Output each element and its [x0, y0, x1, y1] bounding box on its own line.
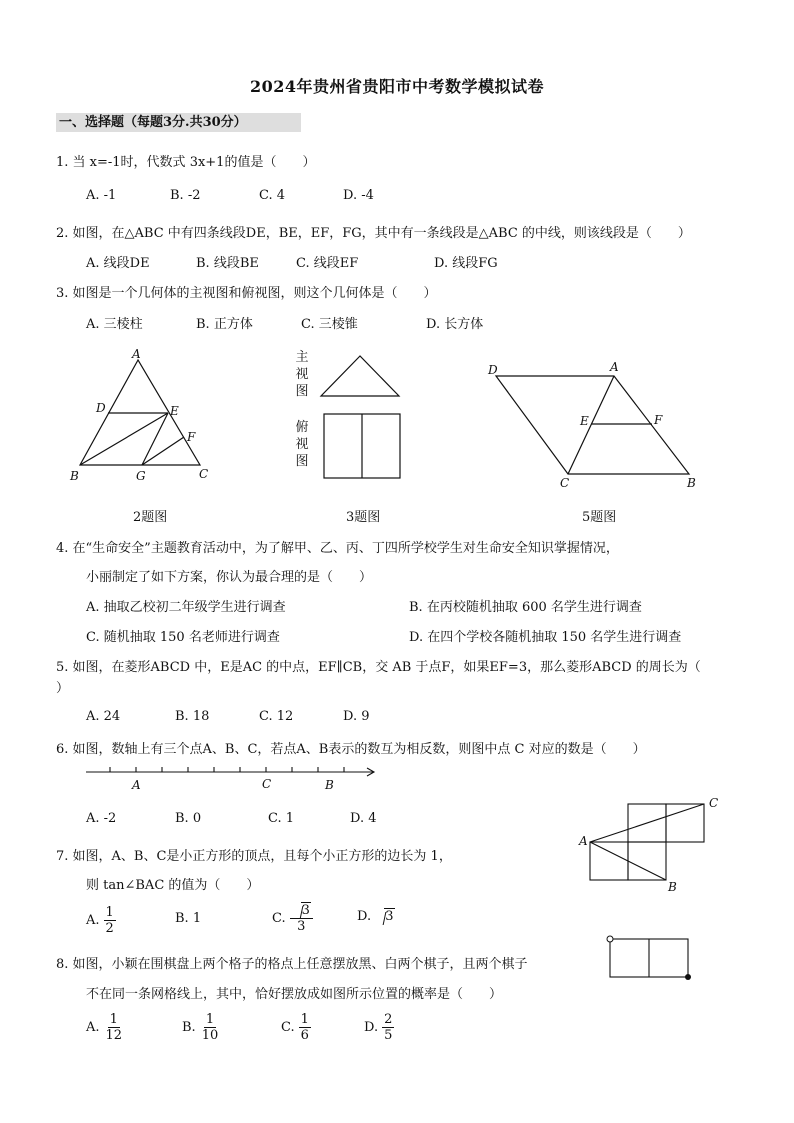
- q4-option-c: C. 随机抽取 150 名老师进行调查: [86, 630, 280, 645]
- q2-option-c: C. 线段EF: [296, 256, 359, 271]
- label-a: A: [132, 347, 141, 361]
- top-view-label: 俯视图: [295, 420, 309, 469]
- figure-5-caption: 5题图: [582, 510, 617, 525]
- question-7-line-1: 7. 如图，A、B、C是小正方形的顶点，且每个小正方形的边长为 1，: [56, 849, 452, 864]
- q6-option-b: B. 0: [175, 811, 202, 826]
- black-stone: [685, 974, 691, 980]
- q3-option-c: C. 三棱锥: [301, 317, 358, 332]
- label-c: C: [199, 467, 209, 481]
- q3-option-d: D. 长方体: [426, 317, 484, 332]
- q1-option-b: B. -2: [170, 188, 201, 203]
- q4-option-a: A. 抽取乙校初二年级学生进行调查: [86, 600, 286, 615]
- question-1: 1. 当 x=-1时，代数式 3x+1的值是（ ）: [56, 155, 316, 170]
- q6-option-c: C. 1: [268, 811, 295, 826]
- label-c: C: [262, 777, 272, 791]
- q5-option-c: C. 12: [259, 709, 294, 724]
- label-g: G: [136, 469, 146, 483]
- q1-option-c: C. 4: [259, 188, 286, 203]
- question-3: 3. 如图是一个几何体的主视图和俯视图，则这个几何体是（ ）: [56, 286, 437, 301]
- label-a: A: [610, 360, 619, 374]
- label-e: E: [170, 404, 179, 418]
- white-stone: [607, 936, 613, 942]
- q7-option-a: A. $\frac{1}{2}$: [86, 905, 114, 936]
- q4-option-b: B. 在丙校随机抽取 600 名学生进行调查: [409, 600, 642, 615]
- label-a: A: [132, 778, 141, 792]
- q7-option-d: D. 3: [357, 909, 394, 924]
- question-6: 6. 如图，数轴上有三个点A、B、C，若点A、B表示的数互为相反数，则图中点 C 对应的数是（ ）: [56, 742, 646, 757]
- label-d: D: [96, 401, 106, 415]
- question-7-line-2: 则 tan∠BAC 的值为（ ）: [86, 878, 260, 893]
- figure-2-caption: 2题图: [133, 510, 168, 525]
- q5-option-b: B. 18: [175, 709, 210, 724]
- label-e: E: [580, 414, 589, 428]
- question-4-line-2: 小丽制定了如下方案，你认为最合理的是（ ）: [86, 570, 373, 585]
- question-4-line-1: 4. 在“生命安全”主题教育活动中，为了解甲、乙、丙、丁四所学校学生对生命安全知识掌握情况，: [56, 541, 619, 556]
- question-8-line-1: 8. 如图，小颖在围棋盘上两个格子的格点上任意摆放黑、白两个棋子，且两个棋子: [56, 957, 528, 972]
- figure-q7-grid: [576, 792, 726, 892]
- label-a: A: [579, 834, 588, 848]
- q7-option-c: C. $\frac{3}{3}$: [272, 903, 313, 934]
- question-5-line-2: ）: [56, 681, 70, 696]
- figure-3-caption: 3题图: [346, 510, 381, 525]
- question-8-line-2: 不在同一条网格线上，其中，恰好摆放成如图所示位置的概率是（ ）: [86, 987, 503, 1002]
- q6-option-a: A. -2: [86, 811, 117, 826]
- q5-option-d: D. 9: [343, 709, 370, 724]
- q2-option-d: D. 线段FG: [434, 256, 498, 271]
- label-c: C: [709, 796, 719, 810]
- q3-option-b: B. 正方体: [196, 317, 253, 332]
- q8-option-b: B. $\frac{1}{10}$: [182, 1012, 219, 1043]
- section-heading-choice: 一、选择题（每题3分.共30分）: [56, 113, 301, 132]
- label-b: B: [70, 469, 79, 483]
- q8-option-d: D. $\frac{2}{5}$: [364, 1012, 393, 1043]
- question-5-line-1: 5. 如图，在菱形ABCD 中，E是AC 的中点，EF∥CB，交 AB 于点F，如果EF=3，那么菱形ABCD 的周长为（: [56, 660, 701, 675]
- label-c: C: [560, 476, 570, 490]
- figure-q3-views: [318, 350, 408, 482]
- label-b: B: [668, 880, 677, 892]
- figure-q8-board: [602, 932, 698, 984]
- q8-option-a: A. $\frac{1}{12}$: [86, 1012, 123, 1043]
- q4-option-d: D. 在四个学校各随机抽取 150 名学生进行调查: [409, 630, 682, 645]
- q8-option-c: C. $\frac{1}{6}$: [281, 1012, 309, 1043]
- figure-q2-triangle: [60, 340, 230, 490]
- label-f: F: [654, 413, 663, 427]
- label-f: F: [187, 430, 196, 444]
- q3-option-a: A. 三棱柱: [86, 317, 143, 332]
- front-view-label: 主视图: [295, 350, 309, 399]
- label-b: B: [687, 476, 696, 490]
- q7-option-b: B. 1: [175, 911, 202, 926]
- q1-option-d: D. -4: [343, 188, 374, 203]
- label-b: B: [325, 778, 334, 792]
- q6-option-d: D. 4: [350, 811, 377, 826]
- number-line: [80, 760, 385, 796]
- q5-option-a: A. 24: [86, 709, 121, 724]
- q2-option-a: A. 线段DE: [86, 256, 150, 271]
- q1-option-a: A. -1: [86, 188, 117, 203]
- figure-q5-rhombus: [484, 356, 704, 491]
- question-2: 2. 如图，在△ABC 中有四条线段DE，BE，EF，FG，其中有一条线段是△ABC 的中线，则该线段是（ ）: [56, 226, 691, 241]
- q2-option-b: B. 线段BE: [196, 256, 259, 271]
- label-d: D: [488, 363, 498, 377]
- page-title: 2024年贵州省贵阳市中考数学模拟试卷: [249, 77, 545, 96]
